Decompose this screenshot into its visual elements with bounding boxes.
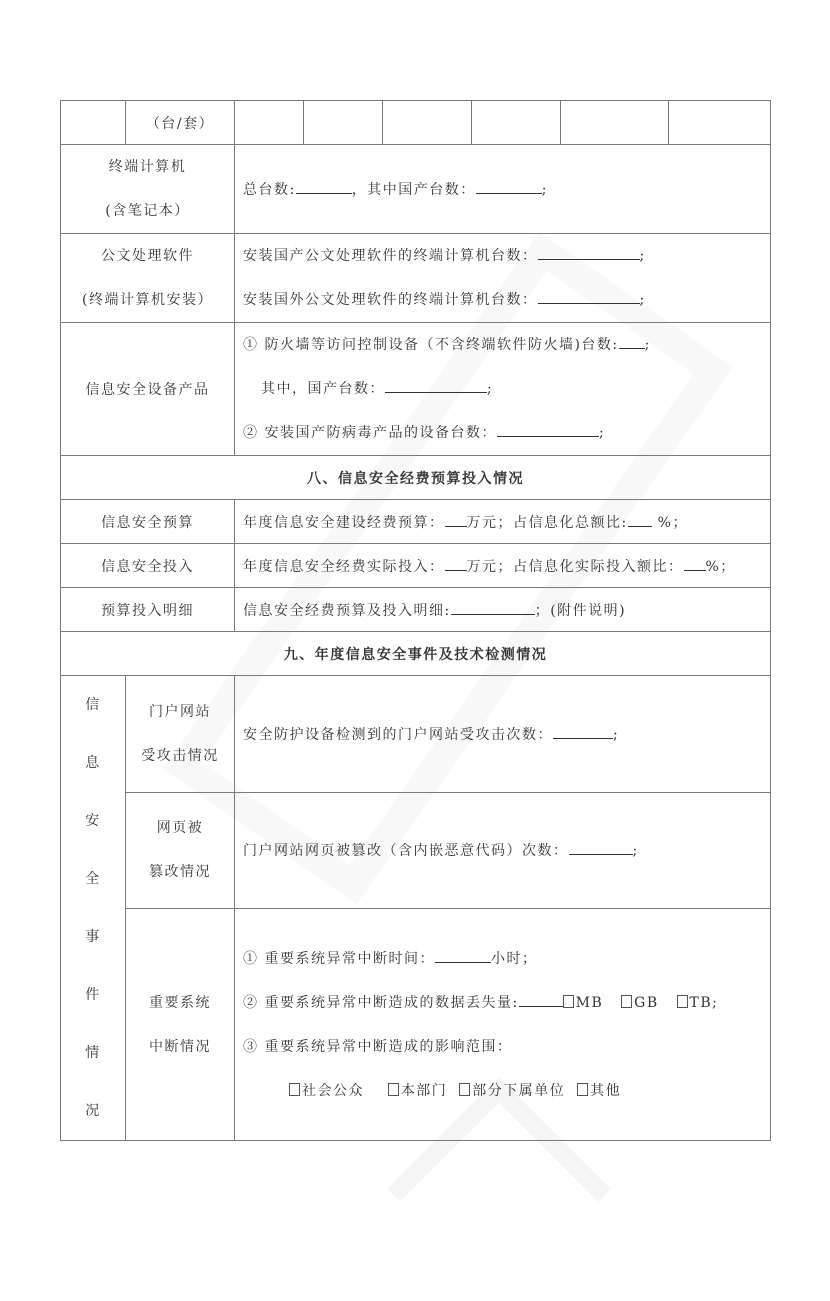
- budget-amount-blank[interactable]: [445, 512, 467, 527]
- unit-input-cell-6[interactable]: [669, 101, 771, 145]
- interruption-time-label: 重要系统异常中断时间：: [264, 950, 435, 967]
- checkbox-subordinate[interactable]: [459, 1083, 470, 1096]
- interruption-label-cell: [126, 909, 235, 1141]
- investment-amount-blank[interactable]: [445, 556, 467, 571]
- side-label-char: 况: [85, 1103, 101, 1119]
- terminal-label-line2: (含笔记本）: [105, 203, 190, 219]
- security-devices-row: [61, 323, 771, 456]
- item-number-2: ②: [243, 425, 259, 441]
- tamper-row: [61, 792, 771, 909]
- investment-text-a: 年度信息安全经费实际投入：: [243, 558, 445, 575]
- firewall-end: ;: [644, 337, 651, 353]
- tamper-blank[interactable]: [569, 840, 633, 855]
- interruption-content-cell: [235, 909, 771, 1141]
- tamper-label-line1: 网页被: [156, 820, 204, 837]
- terminal-label-line1: 终端计算机: [108, 159, 187, 175]
- firewall-domestic-line: [243, 367, 770, 411]
- detail-row: [61, 588, 771, 632]
- detail-content-cell: [235, 588, 771, 632]
- unit-input-cell-1[interactable]: [235, 101, 304, 145]
- tamper-content-cell: [235, 792, 771, 909]
- tamper-label-cell: [126, 792, 235, 909]
- firewall-count-blank[interactable]: [619, 334, 645, 349]
- item-number-2: ②: [243, 994, 259, 1011]
- portal-attack-content-cell: [235, 676, 771, 793]
- interruption-time-end: 小时；: [490, 950, 538, 967]
- terminal-domestic-blank[interactable]: [476, 179, 542, 194]
- detail-text: 信息安全经费预算及投入明细:: [243, 602, 451, 619]
- office-software-domestic-label: 安装国产公文处理软件的终端计算机台数：: [243, 248, 538, 264]
- unit-row-blank-cell: [61, 101, 126, 145]
- unit-gb: GB: [634, 994, 659, 1011]
- item-number-1: ①: [243, 337, 259, 353]
- side-label-char: 件: [85, 987, 101, 1003]
- firewall-label: 防火墙等访问控制设备（不含终端软件防火墙)台数:: [264, 337, 619, 353]
- portal-attack-row: [61, 676, 771, 793]
- interruption-label-line1: 重要系统: [149, 994, 211, 1011]
- interruption-time-line: [243, 937, 770, 981]
- office-software-label-line2: (终端计算机安装）: [82, 292, 213, 308]
- office-software-foreign-end: ;: [639, 292, 646, 308]
- data-loss-blank[interactable]: [519, 992, 563, 1007]
- portal-attack-blank[interactable]: [553, 724, 613, 739]
- unit-input-cell-5[interactable]: [561, 101, 669, 145]
- data-loss-line: [243, 981, 770, 1025]
- checkbox-mb[interactable]: [563, 995, 574, 1008]
- office-software-content-cell: [235, 234, 771, 323]
- section9-title: 九、年度信息安全事件及技术检测情况: [61, 632, 771, 676]
- portal-attack-label-line2: 受攻击情况: [141, 747, 219, 764]
- portal-attack-label-line1: 门户网站: [149, 703, 211, 720]
- terminal-end: ;: [541, 182, 548, 198]
- budget-ratio-blank[interactable]: [628, 512, 652, 527]
- terminal-row: [61, 145, 771, 234]
- office-software-row: [61, 234, 771, 323]
- detail-end: ；(附件说明): [534, 602, 627, 619]
- checkbox-other[interactable]: [577, 1083, 588, 1096]
- investment-text-c: %；: [705, 558, 736, 575]
- firewall-line: [243, 323, 770, 367]
- security-devices-label: 信息安全设备产品: [61, 323, 235, 456]
- antivirus-label: 安装国产防病毒产品的设备台数：: [264, 425, 497, 441]
- section8-header-row: [61, 456, 771, 500]
- scope-public: 社会公众: [302, 1082, 364, 1099]
- antivirus-line: [243, 411, 770, 455]
- impact-scope-options: [243, 1069, 770, 1113]
- office-software-label-line1: 公文处理软件: [101, 248, 194, 264]
- firewall-domestic-blank[interactable]: [385, 378, 487, 393]
- antivirus-count-blank[interactable]: [497, 422, 599, 437]
- interruption-time-blank[interactable]: [435, 948, 491, 963]
- investment-row: [61, 544, 771, 588]
- unit-label: （台/套）: [126, 101, 235, 145]
- budget-label: 信息安全预算: [61, 500, 235, 544]
- interruption-label-line2: 中断情况: [149, 1038, 211, 1055]
- item-number-1: ①: [243, 950, 259, 967]
- scope-other: 其他: [590, 1082, 622, 1099]
- section8-title: 八、信息安全经费预算投入情况: [61, 456, 771, 500]
- office-software-foreign-line: [243, 278, 770, 322]
- investment-label: 信息安全投入: [61, 544, 235, 588]
- budget-row: [61, 500, 771, 544]
- impact-scope-label: 重要系统异常中断造成的影响范围：: [264, 1038, 513, 1055]
- tamper-text: 门户网站网页被篡改（含内嵌恶意代码）次数：: [243, 843, 569, 860]
- checkbox-own-dept[interactable]: [388, 1083, 399, 1096]
- office-software-foreign-blank[interactable]: [538, 289, 640, 304]
- budget-content-cell: [235, 500, 771, 544]
- security-devices-content-cell: [235, 323, 771, 456]
- terminal-content-cell: [235, 145, 771, 234]
- side-label-char: 全: [85, 871, 101, 887]
- side-label-char: 信: [85, 697, 101, 713]
- portal-attack-text: 安全防护设备检测到的门户网站受攻击次数：: [243, 726, 553, 743]
- tamper-label-line2: 篡改情况: [149, 864, 211, 881]
- unit-tb: TB;: [689, 994, 719, 1011]
- unit-row: [61, 101, 771, 145]
- detail-blank[interactable]: [451, 600, 535, 615]
- investment-ratio-blank[interactable]: [684, 556, 706, 571]
- portal-attack-end: ;: [613, 726, 620, 743]
- office-software-label-cell: [61, 234, 235, 323]
- firewall-domestic-label: 其中，国产台数：: [261, 381, 385, 397]
- side-label-char: 安: [85, 813, 101, 829]
- terminal-domestic-label: ，其中国产台数：: [351, 182, 476, 198]
- unit-mb: MB: [575, 994, 604, 1011]
- impact-scope-line: [243, 1025, 770, 1069]
- checkbox-tb[interactable]: [677, 995, 688, 1008]
- terminal-label-cell: [61, 145, 235, 234]
- side-label-char: 事: [85, 929, 101, 945]
- office-software-foreign-label: 安装国外公文处理软件的终端计算机台数：: [243, 292, 538, 308]
- side-label-char: 情: [85, 1045, 101, 1061]
- unit-input-cell-2[interactable]: [304, 101, 383, 145]
- item-number-3: ③: [243, 1038, 259, 1055]
- budget-text-a: 年度信息安全建设经费预算：: [243, 514, 445, 531]
- budget-text-c: %；: [651, 514, 688, 531]
- terminal-total-label: 总台数:: [243, 182, 296, 198]
- incident-side-label: [61, 676, 126, 1141]
- office-software-domestic-end: ;: [639, 248, 646, 264]
- scope-subordinate: 部分下属单位: [472, 1082, 566, 1099]
- office-software-domestic-line: [243, 234, 770, 278]
- unit-input-cell-4[interactable]: [472, 101, 561, 145]
- section9-header-row: [61, 632, 771, 676]
- antivirus-end: ;: [598, 425, 606, 441]
- firewall-domestic-end: ;: [487, 381, 494, 397]
- checkbox-gb[interactable]: [621, 995, 632, 1008]
- budget-text-b: 万元；占信息化总额比:: [466, 514, 628, 531]
- info-security-form-table: [60, 100, 771, 1141]
- portal-attack-label-cell: [126, 676, 235, 793]
- unit-input-cell-3[interactable]: [383, 101, 472, 145]
- side-label-char: 息: [85, 755, 101, 771]
- data-loss-label: 重要系统异常中断造成的数据丢失量:: [264, 994, 519, 1011]
- terminal-total-blank[interactable]: [296, 179, 352, 194]
- interruption-row: [61, 909, 771, 1141]
- checkbox-public[interactable]: [289, 1083, 300, 1096]
- investment-text-b: 万元；占信息化实际投入额比：: [466, 558, 684, 575]
- detail-label: 预算投入明细: [61, 588, 235, 632]
- investment-content-cell: [235, 544, 771, 588]
- office-software-domestic-blank[interactable]: [538, 245, 640, 260]
- tamper-end: ;: [632, 843, 639, 860]
- scope-own-dept: 本部门: [400, 1082, 448, 1099]
